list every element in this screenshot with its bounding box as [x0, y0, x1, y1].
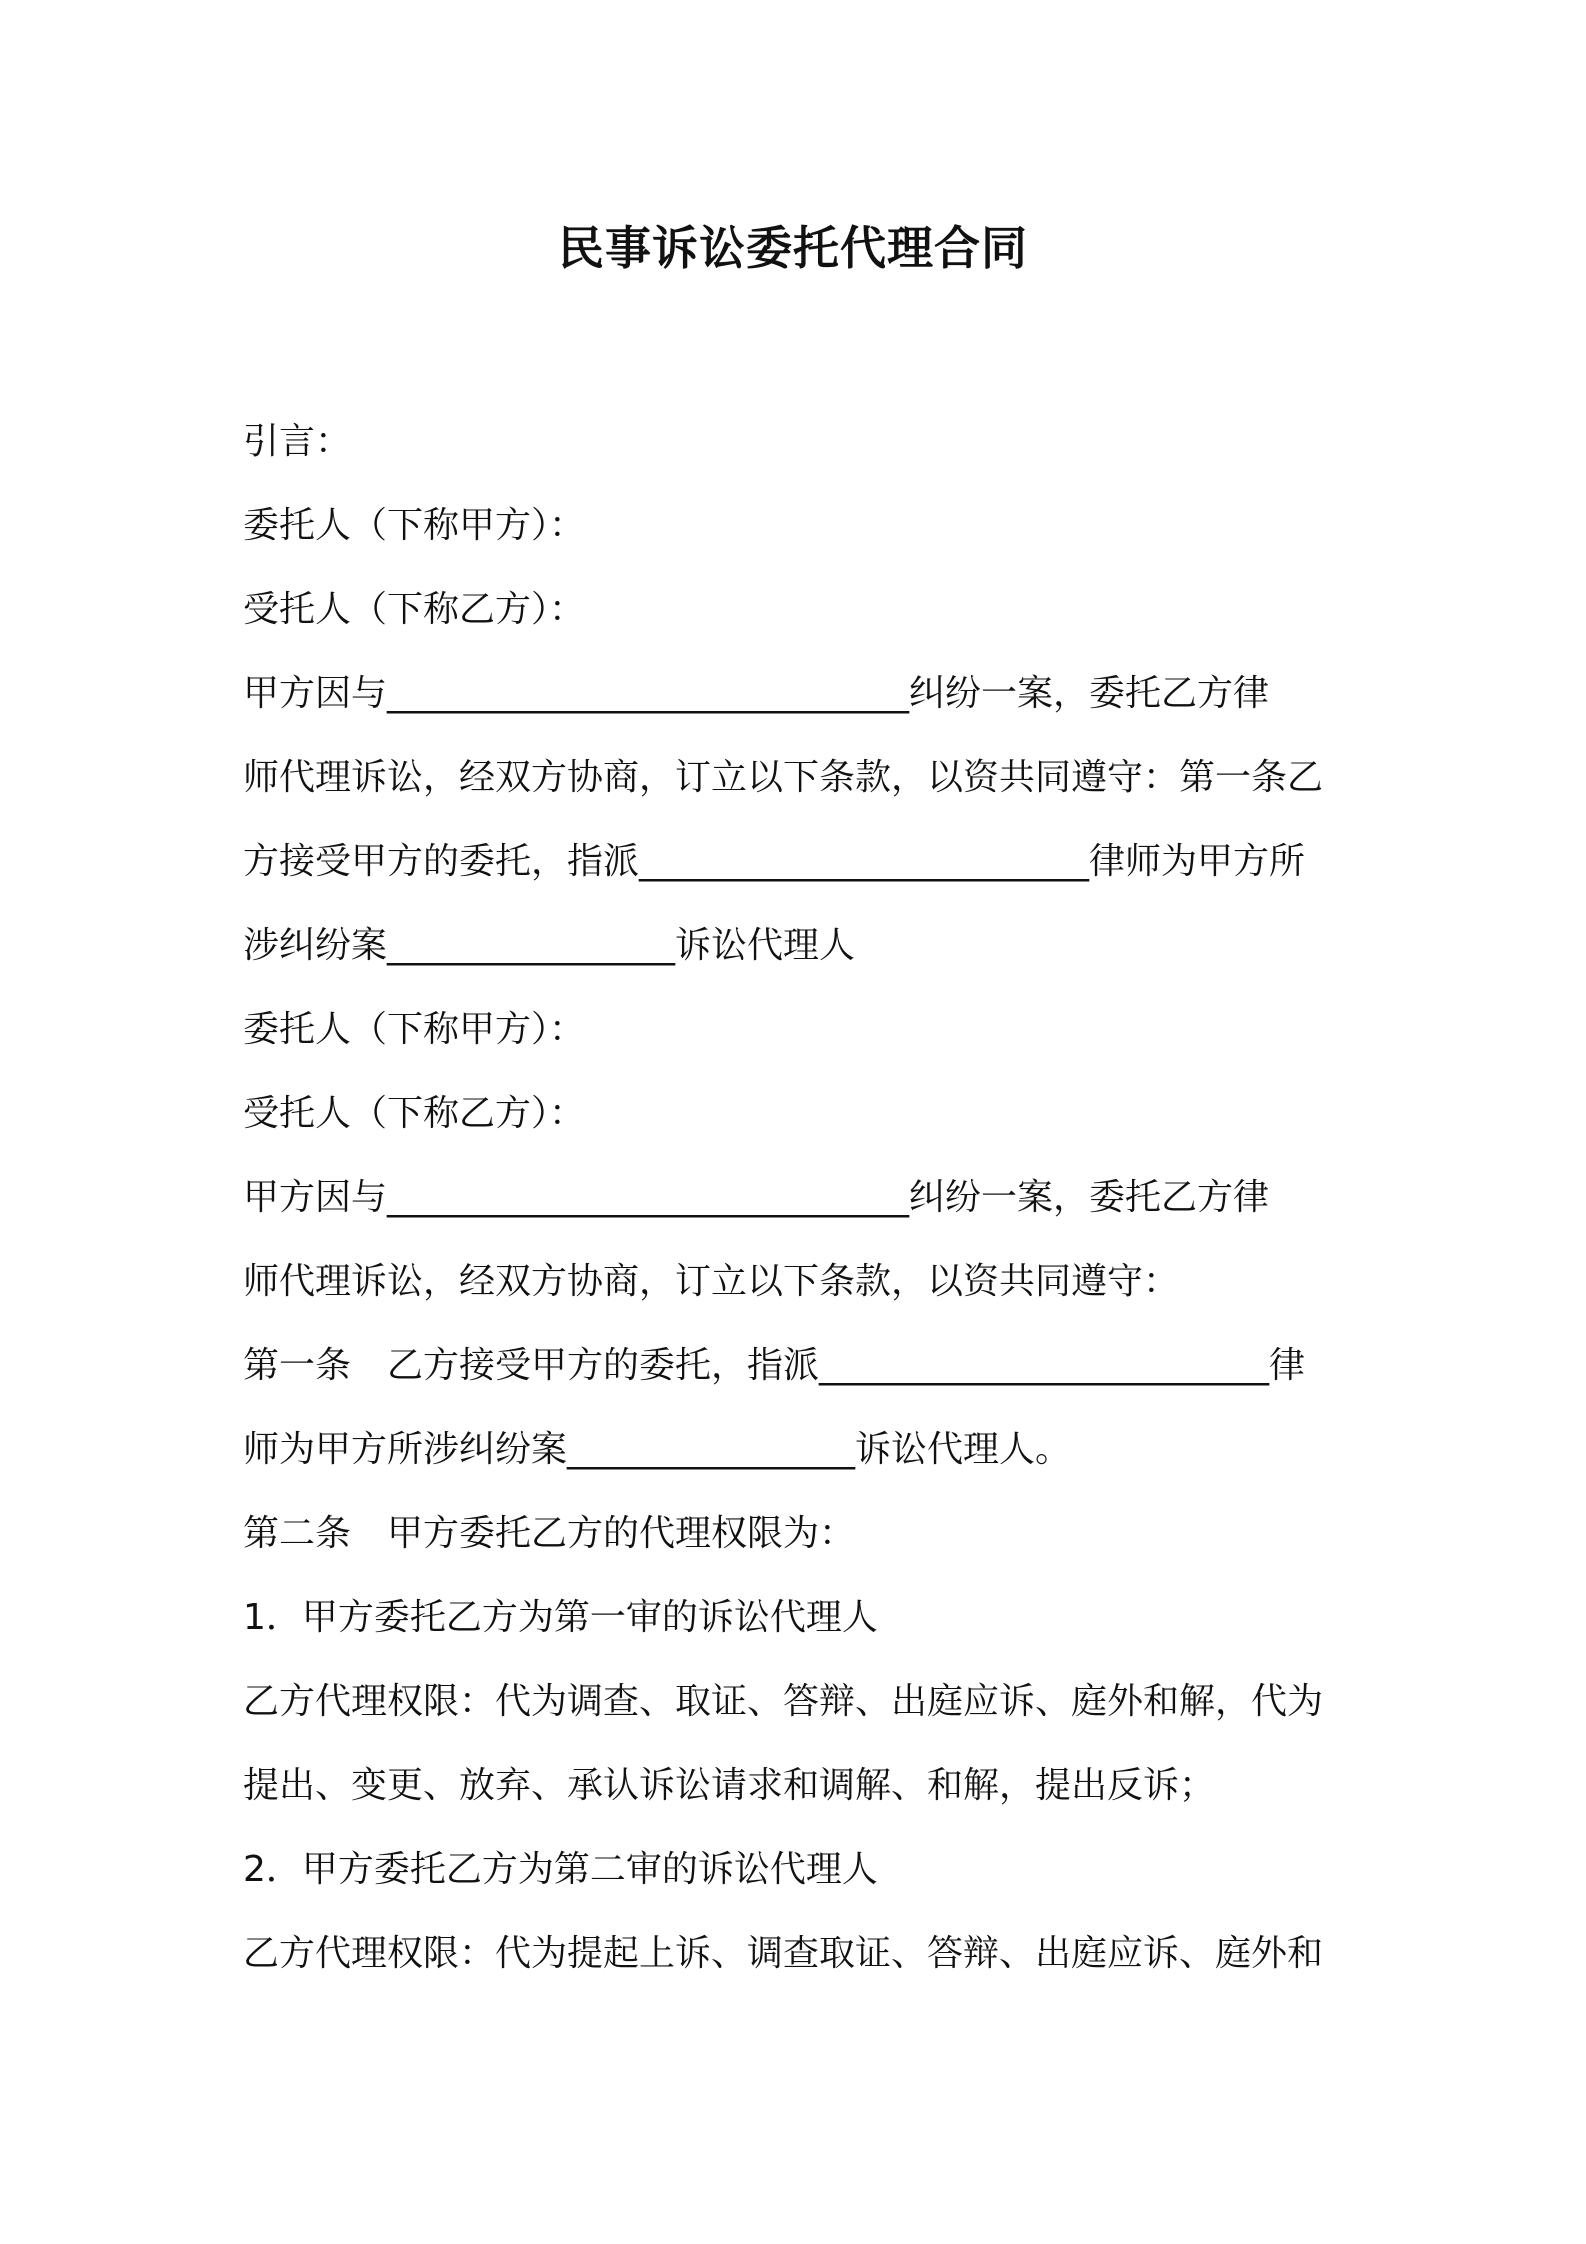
- document-title: 民事诉讼委托代理合同: [558, 221, 1028, 275]
- text-line: 1．甲方委托乙方为第一审的诉讼代理人: [243, 1597, 878, 1638]
- text-line: 乙方代理权限：代为调查、取证、答辩、出庭应诉、庭外和解，代为: [243, 1681, 1324, 1722]
- text-line: 方接受甲方的委托，指派_________________________律师为甲方所: [243, 841, 1306, 882]
- text-line: 甲方因与_____________________________纠纷一案，委托乙方律: [243, 673, 1270, 714]
- text-line: 第一条 乙方接受甲方的委托，指派_________________________律: [243, 1345, 1306, 1386]
- text-line: 涉纠纷案________________诉讼代理人: [243, 925, 856, 966]
- text-line: 2．甲方委托乙方为第二审的诉讼代理人: [243, 1849, 878, 1890]
- text-line: 第二条 甲方委托乙方的代理权限为：: [243, 1513, 856, 1554]
- text-line: 乙方代理权限：代为提起上诉、调查取证、答辩、出庭应诉、庭外和: [243, 1933, 1324, 1974]
- text-line: 提出、变更、放弃、承认诉讼请求和调解、和解，提出反诉；: [243, 1765, 1216, 1806]
- document-body: [243, 400, 1363, 1996]
- text-line: 师代理诉讼，经双方协商，订立以下条款，以资共同遵守：: [243, 1261, 1180, 1302]
- text-line: 甲方因与_____________________________纠纷一案，委托乙方律: [243, 1177, 1270, 1218]
- text-line: 师为甲方所涉纠纷案________________诉讼代理人。: [243, 1429, 1072, 1470]
- text-line: 委托人（下称甲方）：: [243, 505, 586, 546]
- text-line: 师代理诉讼，经双方协商，订立以下条款，以资共同遵守：第一条乙: [243, 757, 1324, 798]
- text-line: 委托人（下称甲方）：: [243, 1009, 586, 1050]
- text-line: 引言：: [243, 421, 352, 462]
- text-line: 受托人（下称乙方）：: [243, 1093, 586, 1134]
- text-line: 受托人（下称乙方）：: [243, 589, 586, 630]
